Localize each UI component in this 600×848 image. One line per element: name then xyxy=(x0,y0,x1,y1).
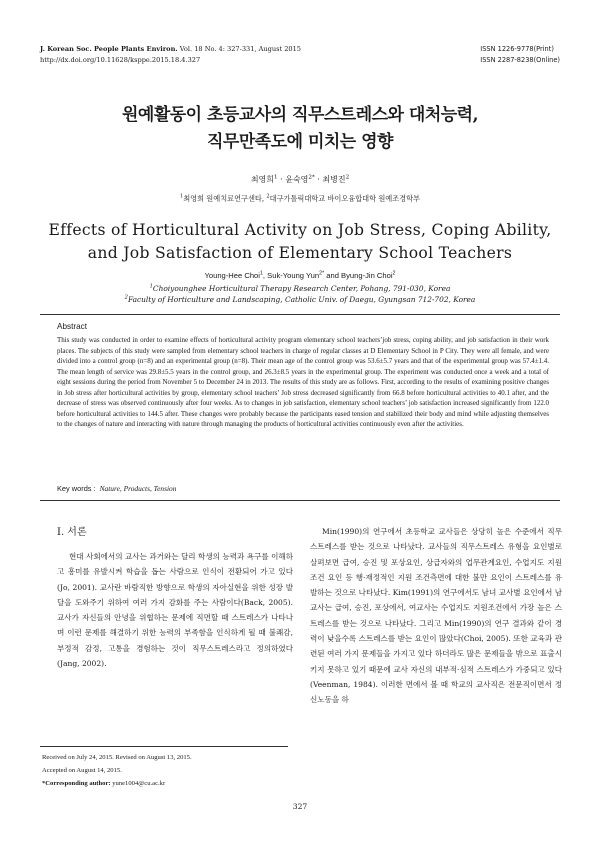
corresponding-email[interactable]: yune1004@cu.ac.kr xyxy=(112,780,166,787)
accepted-note: Accepted on August 14, 2015. xyxy=(42,767,122,774)
korean-title xyxy=(0,102,600,156)
abstract-top-rule xyxy=(40,314,560,315)
journal-name: J. Korean Soc. People Plants Environ. xyxy=(40,45,178,53)
issn-print: ISSN 1226-9778(Print) xyxy=(480,45,554,53)
abstract-heading: Abstract xyxy=(57,322,88,331)
keywords xyxy=(57,484,176,493)
abstract-text: This study was conducted in order to examine effects of horticultural activity program elementary school teachers’job stress, coping ability, and job satisfaction in their work places. The subjects of this study were sampled from elementary school teachers in charge of regular classes at D Elementary School in P City. They were all female, and were divided into a control group (n=8) and an experimental group (n=8). Their mean age of the control group was 53.6±5.7 years and that of the experimental group was 57.4±1.4. The mean length of service was 29.8±5.5 years in the control group, and 26.3±8.5 years in the experimental group. The experiment was conducted once a week and a total of eight sessions during the period from November 5 to December 24 in 2013. The results of this study are as follows. First, according to the results of examining positive changes in Job stress after horticultural activities by group, elementary school teachers’ Job stress decreased significantly from 66.8 before horticultural activities to 40.1 after, and the decrease of stress was observed continuously after four weeks. As to changes in job satisfaction, elementary school teachers’ job satisfaction increased significantly from 122.0 before horticultural activities to 144.5 after. These changes were probably because the participants eased tension and stabilized their body and mind while adjusting themselves to the changes of nature and interacting with nature through managing the products of horticultural activities continuously even after the activities. xyxy=(57,336,549,428)
section-title: Ⅰ. 서론 xyxy=(57,527,87,538)
body-left-column: 현대 사회에서의 교사는 과거와는 달리 학생의 능력과 욕구를 이해하고 흥미를 유발시켜 학습을 돕는 사람으로 인식이 전환되어 가고 있다(Jo, 2001). 교사란 바람직한 방향으로 학생의 자아실현을 위한 성장 발달을 도와주기 위하여 여러 가지 감화를 주는 사람이다(Back, 2005). 교사가 자신들의 안녕을 위협하는 문제에 직면할 때 스트레스가 나타나며 이런 문제를 해결하기 위한 능력의 부족함을 인식하게 될 때 불쾌감, 부정적 감정, 고통을 경험하는 것이 직무스트레스라고 정의하였다(Jang, 2002). xyxy=(57,552,293,669)
body-right-column: Min(1990)의 연구에서 초등학교 교사들은 상당히 높은 수준에서 직무 스트레스를 받는 것으로 나타났다. 교사들의 직무스트레스 유형을 요인별로 살펴보면 급여, 승진 및 포상요인, 상급자와의 업무관계요인, 수업지도 지원 조건 요인 등 행·재정적인 지원 조건측면에 대한 불만 요인이 스트레스를 유발하는 것으로 나타났다. Kim(1991)의 연구에서도 남녀 교사별 요인에서 남교사는 급여, 승진, 포상에서, 여교사는 수업지도 지원조건에서 가장 높은 스트레스를 받는 것으로 나타났다. 그리고 Min(1990)의 연구 결과와 같이 경력이 낮을수록 스트레스를 받는 요인이 많았다(Choi, 2005). 또한 교육과 관련된 여러 가지 문제들을 가지고 있다 하더라도 많은 문제들을 밖으로 표출시키지 못하고 있기 때문에 교사 자신의 내부적·심적 스트레스가 가중되고 있다(Veenman, 1984). 이러한 면에서 볼 때 학교의 교사직은 전문직이면서 정신노동을 하 xyxy=(310,527,562,705)
keywords-label: Key words : xyxy=(57,484,96,493)
en-author-1: Young-Hee Choi xyxy=(204,271,260,280)
korean-authors: 최영희$^1$ · 윤숙영$^{2*}$ · 최병진$^2$ xyxy=(250,174,350,184)
english-title-line2: and Job Satisfaction of Elementary School Teachers xyxy=(87,244,513,262)
footnote-rule xyxy=(40,746,288,747)
page-number: 327 xyxy=(292,802,308,811)
korean-title-line2: 직무만족도에 미치는 영향 xyxy=(207,132,393,152)
ko-author-3: 최병진 xyxy=(322,175,346,184)
english-title-line1: Effects of Horticultural Activity on Job Stress, Coping Ability, xyxy=(48,221,552,239)
en-author-3: Byung-Jin Choi xyxy=(341,271,393,280)
keywords-value: Nature, Products, Tension xyxy=(99,484,177,493)
english-title xyxy=(0,219,600,265)
volume-info: Vol. 18 No. 4: 327-331, August 2015 xyxy=(179,45,301,53)
abstract-bottom-rule xyxy=(40,500,560,501)
issn-online: ISSN 2287-8238(Online) xyxy=(480,56,560,64)
ko-author-1: 최영희 xyxy=(250,175,275,184)
english-authors: Young-Hee Choi$^1$, Suk-Young Yun$^{2*}$ and Byung-Jin Choi$^2$ xyxy=(204,270,396,280)
issn-block xyxy=(480,44,560,66)
korean-title-line1: 원예활동이 초등교사의 직무스트레스와 대처능력, xyxy=(121,105,479,125)
ko-author-2: 윤숙영 xyxy=(285,175,309,184)
footnotes xyxy=(42,751,192,790)
english-affiliations: $^1$Choiyounghee Horticultural Therapy Research Center, Pohang, 791-030, Korea $^2$Faculty of Horticulture and Landscaping, Catholic Univ. of Daegu, Gyungsan 712-702, Korea xyxy=(124,283,476,304)
received-note: Received on July 24, 2015. Revised on August 13, 2015. xyxy=(42,754,192,761)
en-author-2: Suk-Young Yun xyxy=(267,271,320,280)
journal-header xyxy=(40,44,301,66)
korean-affiliations: $^1$최영희 원예치료연구센타, $^2$대구가톨릭대학교 바이오융합대학 원예조경학부 xyxy=(179,193,421,203)
corresponding-author: *Corresponding author: yune1004@cu.ac.kr xyxy=(42,780,166,787)
doi-link[interactable]: http://dx.doi.org/10.11628/ksppe.2015.18.4.327 xyxy=(40,56,201,64)
